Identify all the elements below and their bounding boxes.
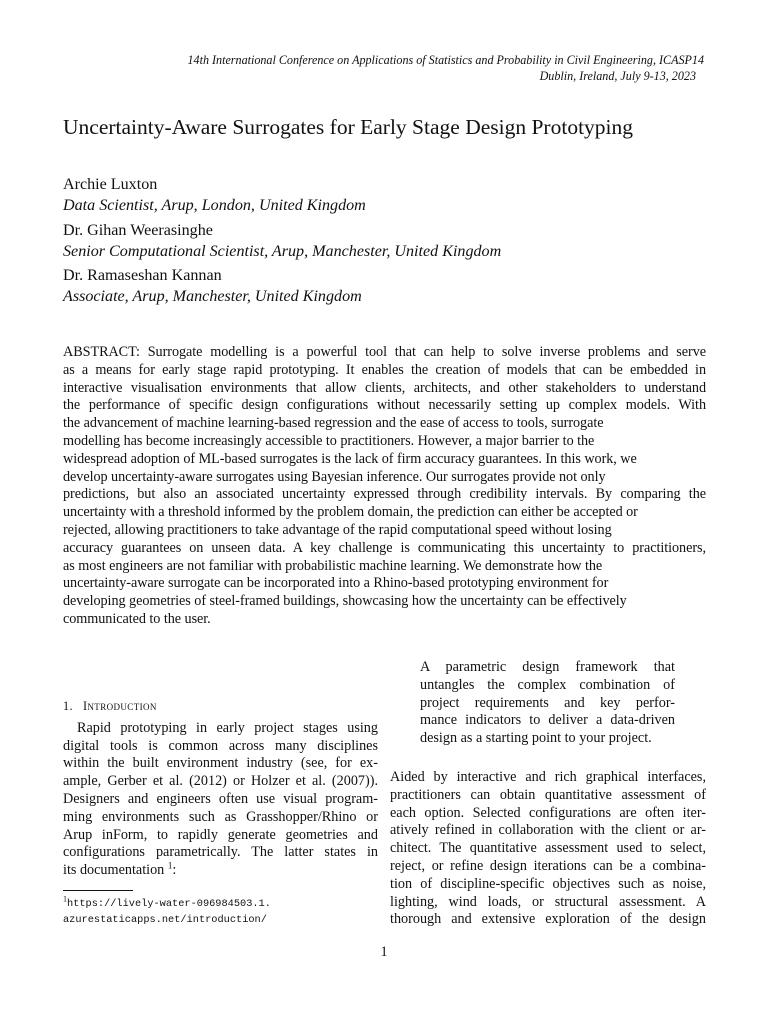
right-column: [390, 769, 706, 929]
section-heading: [63, 698, 378, 716]
abstract-line: the advancement of machine learning-based regression and the ease of access to tools, surrogate: [63, 415, 604, 432]
body-line-tail: :: [172, 862, 177, 879]
footnote-mark: 1: [63, 894, 67, 904]
footnote-url-part-2[interactable]: azurestaticapps.net/introduction/: [63, 914, 267, 926]
abstract-line: as most engineers are not familiar with probabilistic machine learning. We demonstrate how the: [63, 557, 603, 574]
body-line: configurations parametrically. The latter states in: [63, 844, 378, 861]
body-line: Aided by interactive and rich graphical interfaces,: [390, 769, 706, 785]
left-column: [63, 698, 378, 880]
footnote: [63, 896, 383, 928]
author-name: Archie Luxton: [63, 176, 158, 193]
footnote-url-part-1[interactable]: https://lively-water-096984503.1.: [67, 898, 271, 910]
body-line: each option. Selected configurations are often iter-: [390, 804, 706, 821]
footnote-divider: [63, 890, 133, 891]
abstract-line: develop uncertainty-aware surrogates using Bayesian inference. Our surrogates provide not only: [63, 468, 606, 485]
footnote-line: [63, 896, 383, 912]
body-line: [63, 862, 378, 880]
author-affiliation: Senior Computational Scientist, Arup, Manchester, United Kingdom: [63, 243, 502, 260]
body-line: reject, or refine design iterations can be a combina-: [390, 857, 706, 874]
author-affiliation: Data Scientist, Arup, London, United Kingdom: [63, 197, 366, 214]
body-line: digital tools is common across many disciplines: [63, 737, 378, 754]
abstract-line: predictions, but also an associated uncertainty expressed through credibility intervals. By comparing the: [63, 486, 706, 503]
abstract: [63, 344, 706, 629]
body-line: ample, Gerber et al. (2012) or Holzer et al. (2007)).: [63, 773, 378, 790]
paper-title: Uncertainty-Aware Surrogates for Early Stage Design Prototyping: [63, 115, 634, 139]
body-line: tion of discipline-specific objectives such as noise,: [390, 875, 706, 892]
abstract-line: widespread adoption of ML-based surrogates is the lack of firm accuracy guarantees. In this work, we: [63, 450, 637, 467]
author-affiliation: Associate, Arup, Manchester, United Kingdom: [63, 288, 362, 305]
body-line: thorough and extensive exploration of the design: [390, 911, 706, 928]
quote-line: A parametric design framework that: [420, 659, 675, 675]
abstract-line: developing geometries of steel-framed buildings, showcasing how the uncertainty can be effectively: [63, 593, 627, 610]
conference-header: [44, 52, 704, 84]
abstract-line: uncertainty-aware surrogate can be incorporated into a Rhino-based prototyping environment for: [63, 575, 609, 592]
abstract-line: rejected, allowing practitioners to take advantage of the rapid computational speed without losing: [63, 521, 612, 538]
body-line: ming environments such as Grasshopper/Rhino or: [63, 808, 378, 825]
quote-line: untangles the complex combination of: [420, 676, 675, 693]
body-line-text: its documentation: [63, 862, 168, 879]
abstract-line: as a means for early stage rapid prototyping. It enables the creation of models that can be embedded in: [63, 361, 706, 378]
abstract-line: ABSTRACT: Surrogate modelling is a powerful tool that can help to solve inverse problems and serve: [63, 344, 706, 360]
author-block: [63, 220, 703, 262]
section-number: 1.: [63, 699, 73, 713]
quote-line: design as a starting point to your project.: [420, 730, 652, 747]
abstract-line: accuracy guarantees on unseen data. A key challenge is communicating this uncertainty to practitioners,: [63, 539, 706, 556]
page-number: 1: [380, 944, 388, 960]
abstract-line: modelling has become increasingly accessible to practitioners. However, a major barrier to the: [63, 432, 595, 449]
section-title: Introduction: [82, 699, 157, 713]
body-line: Arup inForm, to rapidly generate geometries and: [63, 826, 378, 843]
conference-location-date: Dublin, Ireland, July 9-13, 2023: [539, 69, 696, 83]
author-name: Dr. Gihan Weerasinghe: [63, 222, 213, 239]
footnote-reference[interactable]: 1: [167, 860, 173, 871]
quote-line: mance indicators to deliver a data-driven: [420, 712, 675, 729]
body-line: practitioners can obtain quantitative assessment of: [390, 786, 706, 803]
body-line: lighting, wind loads, or structural assessment. A: [390, 893, 706, 910]
abstract-line: the performance of specific design configurations without necessarily setting up complex models. With: [63, 397, 706, 414]
abstract-line: communicated to the user.: [63, 610, 211, 627]
body-line: atively refined in collaboration with the client or ar-: [390, 822, 706, 839]
body-line: within the built environment industry (see, for ex-: [63, 755, 378, 772]
abstract-line: interactive visualisation environments that allow clients, architects, and other stakeholders to understand: [63, 379, 706, 396]
block-quote: [420, 659, 675, 748]
body-line: chitect. The quantitative assessment used to select,: [390, 840, 706, 857]
abstract-line: uncertainty with a threshold informed by the problem domain, the prediction can either be accepted or: [63, 504, 638, 521]
body-line: Designers and engineers often use visual program-: [63, 790, 378, 807]
conference-name: 14th International Conference on Applications of Statistics and Probability in Civil Engineering, ICASP14: [187, 53, 704, 67]
author-block: [63, 265, 703, 307]
body-line: Rapid prototyping in early project stages using: [77, 719, 378, 736]
author-block: [63, 174, 703, 216]
author-name: Dr. Ramaseshan Kannan: [63, 267, 222, 284]
quote-line: project requirements and key perfor-: [420, 694, 675, 711]
